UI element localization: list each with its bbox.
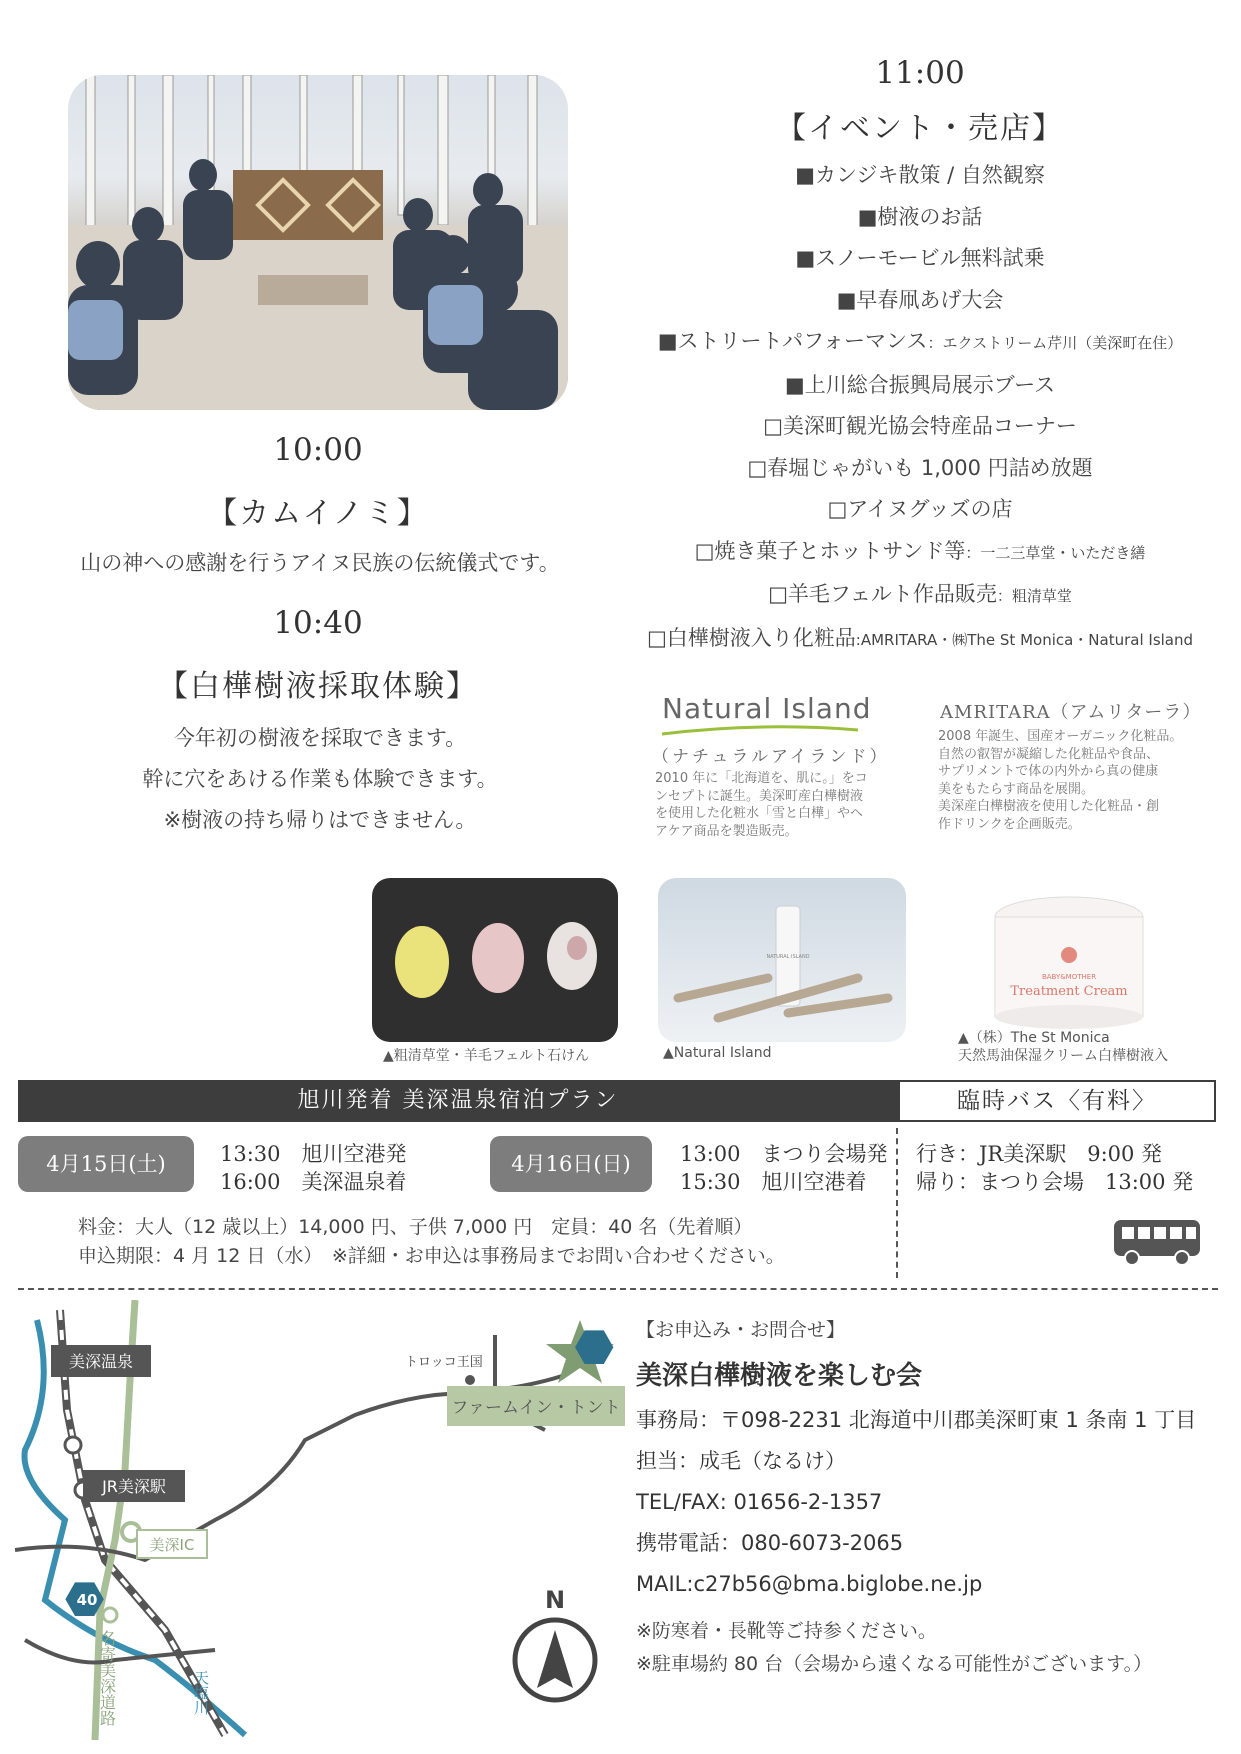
day1-line: 16:00 美深温泉着 — [220, 1170, 407, 1194]
natural-island-desc-line: を使用した化粧水「雪と白樺」やヘ — [655, 806, 864, 821]
note-clothing: ※防寒着・長靴等ご持参ください。 — [636, 1620, 937, 1642]
event-item — [610, 406, 1230, 448]
access-map — [15, 1300, 625, 1740]
event-item — [610, 365, 1230, 407]
felt-soap-caption: ▲粗清草堂・羊毛フェルト石けん — [383, 1048, 590, 1064]
amritara-desc-line: 作ドリンクを企画販売。 — [938, 816, 1081, 832]
event-item — [610, 321, 1230, 365]
sap-time: 10:40 — [273, 605, 363, 641]
sap-desc-line: 今年初の樹液を採取できます。 — [173, 726, 467, 750]
jar-brand: BABY&MOTHER — [1041, 973, 1097, 981]
jar-name: Treatment Cream — [1010, 984, 1128, 999]
plan-fee: 料金：大人（12 歳以上）14,000 円、子供 7,000 円 定員：40 名（先着順） — [78, 1216, 753, 1238]
bottle-label: NATURAL ISLAND — [766, 954, 810, 960]
kamuinomi-time: 10:00 — [273, 432, 363, 468]
day1-schedule — [220, 1140, 407, 1196]
event-item-label: ■上川総合振興局展示ブース — [784, 372, 1056, 397]
map-road-label: 名寄美深道路 — [97, 1630, 117, 1726]
event-item-label: □焼き菓子とホットサンド等 — [694, 538, 966, 563]
natural-island-swoosh — [660, 724, 860, 736]
treatment-cream-caption-1: ▲（株）The St Monica — [958, 1030, 1110, 1046]
event-item-label: ■樹液のお話 — [857, 204, 983, 229]
map-station-label: JR美深駅 — [102, 1477, 166, 1496]
sap-title: 【白樺樹液採取体験】 — [158, 669, 478, 704]
event-time: 11:00 — [875, 55, 965, 91]
natural-island-caption: ▲Natural Island — [663, 1045, 772, 1061]
event-item-label: □白樺樹液入り化粧品 — [646, 625, 856, 650]
contact-details — [636, 1400, 1196, 1605]
event-item-label: □アイヌグッズの店 — [827, 497, 1013, 521]
natural-island-desc-line: 2010 年に「北海道を、肌に。」をコ — [655, 771, 868, 786]
contact-mail[interactable]: MAIL:c27b56@bma.biglobe.ne.jp — [636, 1572, 983, 1596]
day2-line: 15:30 旭川空港着 — [680, 1170, 867, 1194]
event-item-label: ■スノーモービル無料試乗 — [795, 246, 1045, 270]
day1-line: 13:30 旭川空港発 — [220, 1142, 407, 1166]
day1-pill: 4月15日(土) — [18, 1136, 194, 1192]
day2-pill: 4月16日(日) — [490, 1136, 652, 1192]
route-49-label: 49 — [584, 1458, 606, 1476]
contact-person: 担当：成毛（なるけ） — [636, 1449, 846, 1473]
day2-schedule — [680, 1140, 888, 1196]
event-item — [610, 197, 1230, 239]
map-onsen-label: 美深温泉 — [68, 1352, 134, 1371]
sap-desc-line: ※樹液の持ち帰りはできません。 — [163, 808, 477, 832]
amritara-desc — [938, 728, 1208, 833]
event-item-label: □羊毛フェルト作品販売 — [768, 582, 997, 606]
event-title: 【イベント・売店】 — [776, 111, 1064, 146]
event-item — [610, 155, 1230, 197]
plan-deadline: 申込期限：4 月 12 日（水） ※詳細・お申込は事務局までお問い合わせください。 — [78, 1245, 785, 1267]
kamuinomi-title: 【カムイノミ】 — [207, 496, 429, 531]
notes — [636, 1615, 1152, 1681]
map-farm-label: ファームイン・トント — [451, 1398, 621, 1418]
bus-icon — [1112, 1218, 1202, 1268]
event-item — [610, 280, 1230, 322]
event-item — [610, 574, 1230, 618]
event-item-sub: ：エクストリーム芹川（美深町在住） — [927, 334, 1183, 352]
contact-header: 【お申込み・お問合せ】 — [636, 1319, 846, 1341]
compass-north-label: N — [544, 1586, 566, 1614]
sap-desc — [40, 718, 600, 841]
day2-line: 13:00 まつり会場発 — [680, 1142, 888, 1166]
event-item — [610, 489, 1230, 531]
route-40-label: 40 — [76, 1591, 98, 1609]
event-item-label: ■カンジキ散策 / 自然観察 — [795, 163, 1045, 187]
event-item-sub: :AMRITARA・㈱The St Monica・Natural Island — [855, 630, 1194, 649]
note-parking: ※駐車場約 80 台（会場から遠くなる可能性がございます。） — [636, 1653, 1153, 1675]
bus-divider — [896, 1128, 898, 1278]
event-item-label: ■ストリートパフォーマンス — [657, 329, 928, 353]
natural-island-desc — [655, 770, 915, 840]
event-item-label: ■早春凧あげ大会 — [836, 287, 1004, 312]
natural-island-desc-line: アケア商品を製造販売。 — [655, 823, 798, 839]
natural-island-logo: Natural Island — [662, 692, 872, 725]
kamuinomi-desc: 山の神への感謝を行うアイヌ民族の伝統儀式です。 — [80, 551, 560, 575]
sap-desc-line: 幹に穴をあける作業も体験できます。 — [142, 767, 498, 791]
map-torokko-label: トロッコ王国 — [405, 1355, 483, 1370]
natural-island-photo — [658, 878, 906, 1042]
amritara-desc-line: 美深産白樺樹液を使用した化粧品・創 — [938, 799, 1160, 814]
contact-mobile: 携帯電話：080-6073-2065 — [636, 1531, 904, 1555]
event-item-label: □美深町観光協会特産品コーナー — [763, 414, 1077, 438]
treatment-cream-caption-2: 天然馬油保湿クリーム白樺樹液入 — [958, 1048, 1168, 1064]
plan-title-bar: 旭川発着 美深温泉宿泊プラン — [18, 1080, 898, 1122]
contact-org: 美深白樺樹液を楽しむ会 — [636, 1361, 923, 1391]
felt-soap-photo — [372, 878, 618, 1042]
contact-tel: TEL/FAX: 01656-2-1357 — [636, 1490, 883, 1514]
event-item-label: □春堀じゃがいも 1,000 円詰め放題 — [747, 455, 1093, 480]
natural-island-kana: （ナチュラルアイランド） — [652, 747, 890, 767]
contact-office: 事務局：〒098-2231 北海道中川郡美深町東 1 条南 1 丁目 — [636, 1408, 1197, 1432]
natural-island-desc-line: ンセプトに誕生。美深町産白樺樹液 — [655, 788, 864, 804]
event-item-sub: ：粗清草堂 — [996, 587, 1072, 605]
kamuinomi-photo — [68, 75, 568, 410]
amritara-desc-line: 自然の叡智が凝縮した化粧品や食品、 — [938, 746, 1160, 762]
event-item-sub: ：一二三草堂・いただき繕 — [965, 543, 1146, 562]
map-river-label: 天塩川 — [192, 1670, 210, 1715]
amritara-desc-line: 美をもたらす商品を展開。 — [938, 781, 1095, 797]
event-item — [610, 238, 1230, 280]
bus-go: 行き：JR美深駅 9:00 発 — [916, 1142, 1163, 1166]
section-divider — [18, 1288, 1218, 1290]
event-item — [610, 448, 1230, 490]
event-list — [610, 155, 1230, 661]
bus-title: 臨時バス〈有料〉 — [898, 1080, 1216, 1122]
route-120-label: 120 — [500, 1336, 532, 1354]
event-item — [610, 618, 1230, 662]
event-item — [610, 531, 1230, 575]
bus-back: 帰り：まつり会場 13:00 発 — [916, 1170, 1194, 1194]
amritara-title: AMRITARA（アムリターラ） — [940, 702, 1202, 723]
amritara-desc-line: 2008 年誕生、国産オーガニック化粧品。 — [938, 729, 1183, 744]
amritara-desc-line: サプリメントで体の内外から真の健康 — [938, 764, 1159, 779]
bus-schedule — [916, 1140, 1193, 1196]
map-ic-label: 美深IC — [149, 1536, 195, 1554]
treatment-cream-photo — [990, 895, 1148, 1030]
